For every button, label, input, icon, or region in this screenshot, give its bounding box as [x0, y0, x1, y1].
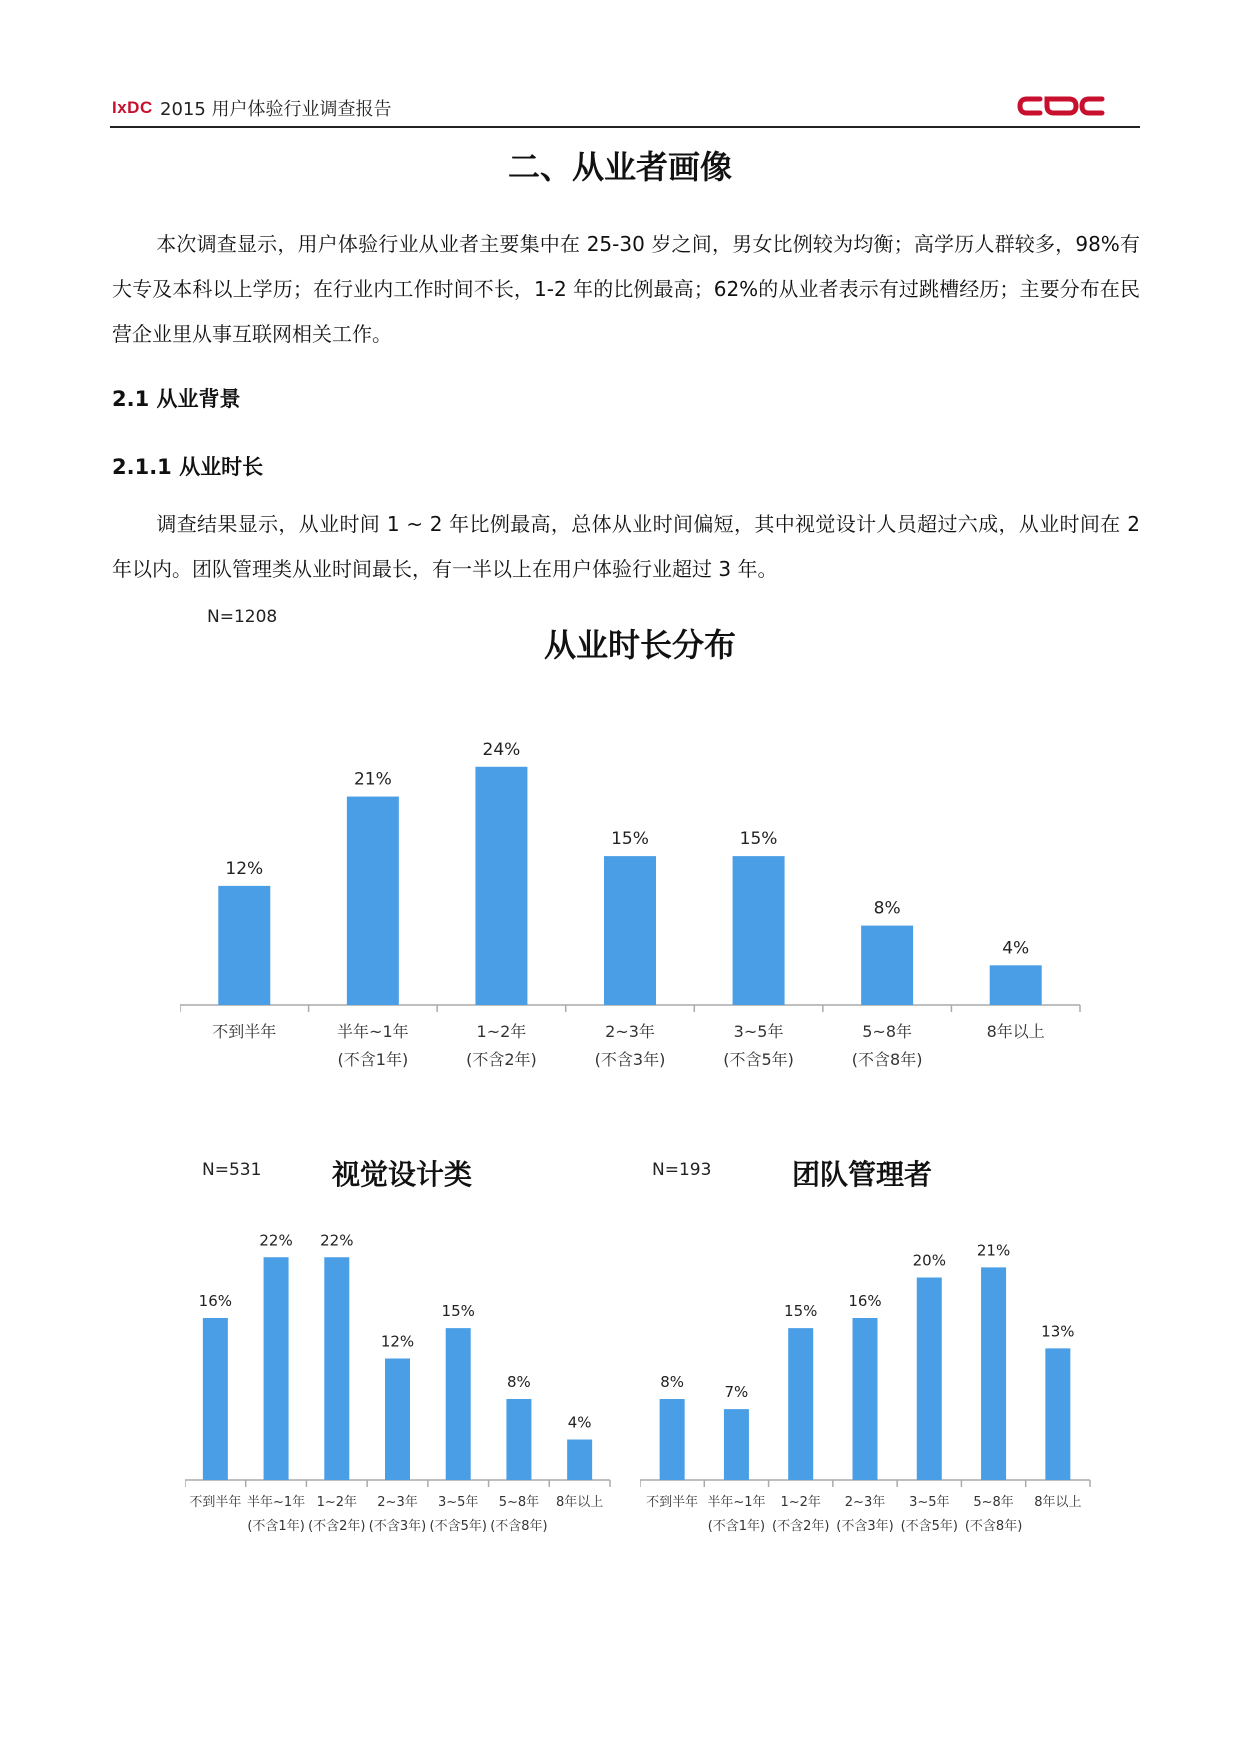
- data-label: 16%: [848, 1292, 882, 1310]
- mgmt-chart-sample-size: N=193: [652, 1160, 712, 1180]
- bar: [347, 797, 399, 1005]
- bar: [385, 1359, 410, 1481]
- mgmt-chart-title: 团队管理者: [792, 1158, 933, 1191]
- bar: [264, 1257, 289, 1480]
- category-label: (不含8年): [851, 1050, 923, 1069]
- main-chart-title: 从业时长分布: [543, 626, 736, 664]
- bar: [917, 1278, 942, 1481]
- data-label: 13%: [1041, 1322, 1075, 1341]
- category-label: 3~5年: [909, 1495, 950, 1510]
- data-label: 15%: [441, 1302, 475, 1321]
- intro-text: 本次调查显示，用户体验行业从业者主要集中在 25-30 岁之间，男女比例较为均衡；高学历人群较多，98%有大专及本科以上学历；在行业内工作时间不长，1-2 年的比例最高；62%的从业者表示有过跳槽经历；主要分布在民营企业里从事互联网相关工作。: [112, 232, 1140, 346]
- body-paragraph: [112, 502, 1140, 592]
- category-label: 3~5年: [733, 1022, 784, 1041]
- category-label: 半年~1年: [337, 1022, 409, 1041]
- data-label: 15%: [784, 1302, 818, 1321]
- bar: [981, 1267, 1006, 1480]
- bar: [567, 1440, 592, 1481]
- category-label: (不含3年): [836, 1519, 894, 1534]
- category-label: 8年以上: [556, 1495, 604, 1510]
- design-chart-title: 视觉设计类: [332, 1158, 473, 1191]
- data-label: 12%: [380, 1332, 415, 1351]
- intro-paragraph: [112, 222, 1140, 357]
- category-label: (不含5年): [900, 1519, 958, 1534]
- category-label: 半年~1年: [246, 1495, 306, 1510]
- design-chart-sample-size: N=531: [202, 1160, 262, 1180]
- data-label: 12%: [225, 858, 264, 879]
- category-label: 1~2年: [780, 1495, 821, 1510]
- data-label: 15%: [739, 829, 778, 850]
- bar: [724, 1409, 749, 1480]
- main-chart: [180, 690, 1095, 1080]
- category-label: (不含3年): [368, 1519, 427, 1534]
- category-label: 2~3年: [844, 1495, 886, 1510]
- data-label: 15%: [611, 829, 649, 850]
- category-label: (不含5年): [723, 1050, 794, 1069]
- data-label: 22%: [259, 1231, 293, 1250]
- bar: [1045, 1348, 1070, 1480]
- category-label: (不含3年): [594, 1050, 666, 1069]
- category-label: 8年以上: [986, 1022, 1045, 1041]
- category-label: 不到半年: [189, 1495, 242, 1510]
- category-label: 1~2年: [316, 1495, 358, 1510]
- bar: [990, 965, 1042, 1005]
- bar: [733, 856, 785, 1005]
- category-label: 5~8年: [862, 1022, 913, 1041]
- category-label: 5~8年: [973, 1495, 1014, 1510]
- data-label: 20%: [912, 1251, 946, 1270]
- category-label: (不含8年): [964, 1519, 1023, 1534]
- category-label: (不含1年): [337, 1050, 409, 1069]
- category-label: (不含2年): [308, 1519, 366, 1534]
- bar: [861, 926, 913, 1005]
- main-chart-sample-size: N=1208: [207, 607, 278, 627]
- category-label: 2~3年: [605, 1022, 655, 1041]
- subsection-heading: 2.1 从业背景: [112, 387, 241, 411]
- data-label: 8%: [507, 1373, 531, 1391]
- category-label: (不含5年): [429, 1519, 487, 1534]
- bar: [218, 886, 270, 1005]
- data-label: 8%: [873, 898, 901, 919]
- category-label: (不含2年): [466, 1050, 537, 1069]
- bar: [788, 1328, 813, 1480]
- bar: [660, 1399, 685, 1480]
- data-label: 4%: [567, 1413, 592, 1432]
- data-label: 8%: [660, 1373, 685, 1391]
- data-label: 7%: [724, 1383, 749, 1402]
- bar: [203, 1318, 228, 1480]
- design-chart: [185, 1225, 625, 1550]
- category-label: 不到半年: [646, 1495, 699, 1510]
- category-label: (不含8年): [490, 1519, 548, 1534]
- subsubsection-heading: 2.1.1 从业时长: [112, 455, 264, 479]
- bar: [853, 1318, 878, 1480]
- bar: [475, 767, 527, 1005]
- data-label: 16%: [198, 1292, 233, 1310]
- data-label: 21%: [353, 769, 392, 790]
- bar: [506, 1399, 531, 1480]
- category-label: 不到半年: [212, 1022, 277, 1041]
- bar: [604, 856, 656, 1005]
- page-header: [110, 92, 1140, 128]
- category-label: 5~8年: [498, 1495, 540, 1510]
- data-label: 24%: [482, 739, 521, 760]
- bar: [446, 1328, 471, 1480]
- data-label: 22%: [320, 1231, 354, 1250]
- body-text: 调查结果显示，从业时间 1 ~ 2 年比例最高，总体从业时间偏短，其中视觉设计人员超过六成，从业时间在 2 年以内。团队管理类从业时间最长，有一半以上在用户体验行业超过 3 年。: [112, 512, 1140, 581]
- ixdc-logo: IxDC: [112, 98, 153, 117]
- category-label: 半年~1年: [707, 1495, 766, 1510]
- cdc-logo-icon: [1016, 92, 1106, 120]
- category-label: 2~3年: [377, 1495, 418, 1510]
- report-title: 2015 用户体验行业调查报告: [160, 99, 392, 120]
- category-label: 3~5年: [437, 1495, 479, 1510]
- category-label: (不含1年): [707, 1519, 766, 1534]
- data-label: 21%: [976, 1241, 1011, 1260]
- category-label: (不含2年): [772, 1519, 830, 1534]
- category-label: 1~2年: [476, 1022, 527, 1041]
- data-label: 4%: [1002, 938, 1030, 959]
- bar: [324, 1257, 349, 1480]
- category-label: (不含1年): [247, 1519, 305, 1534]
- mgmt-chart: [640, 1225, 1100, 1550]
- section-title: 二、从业者画像: [507, 148, 732, 186]
- category-label: 8年以上: [1034, 1495, 1082, 1510]
